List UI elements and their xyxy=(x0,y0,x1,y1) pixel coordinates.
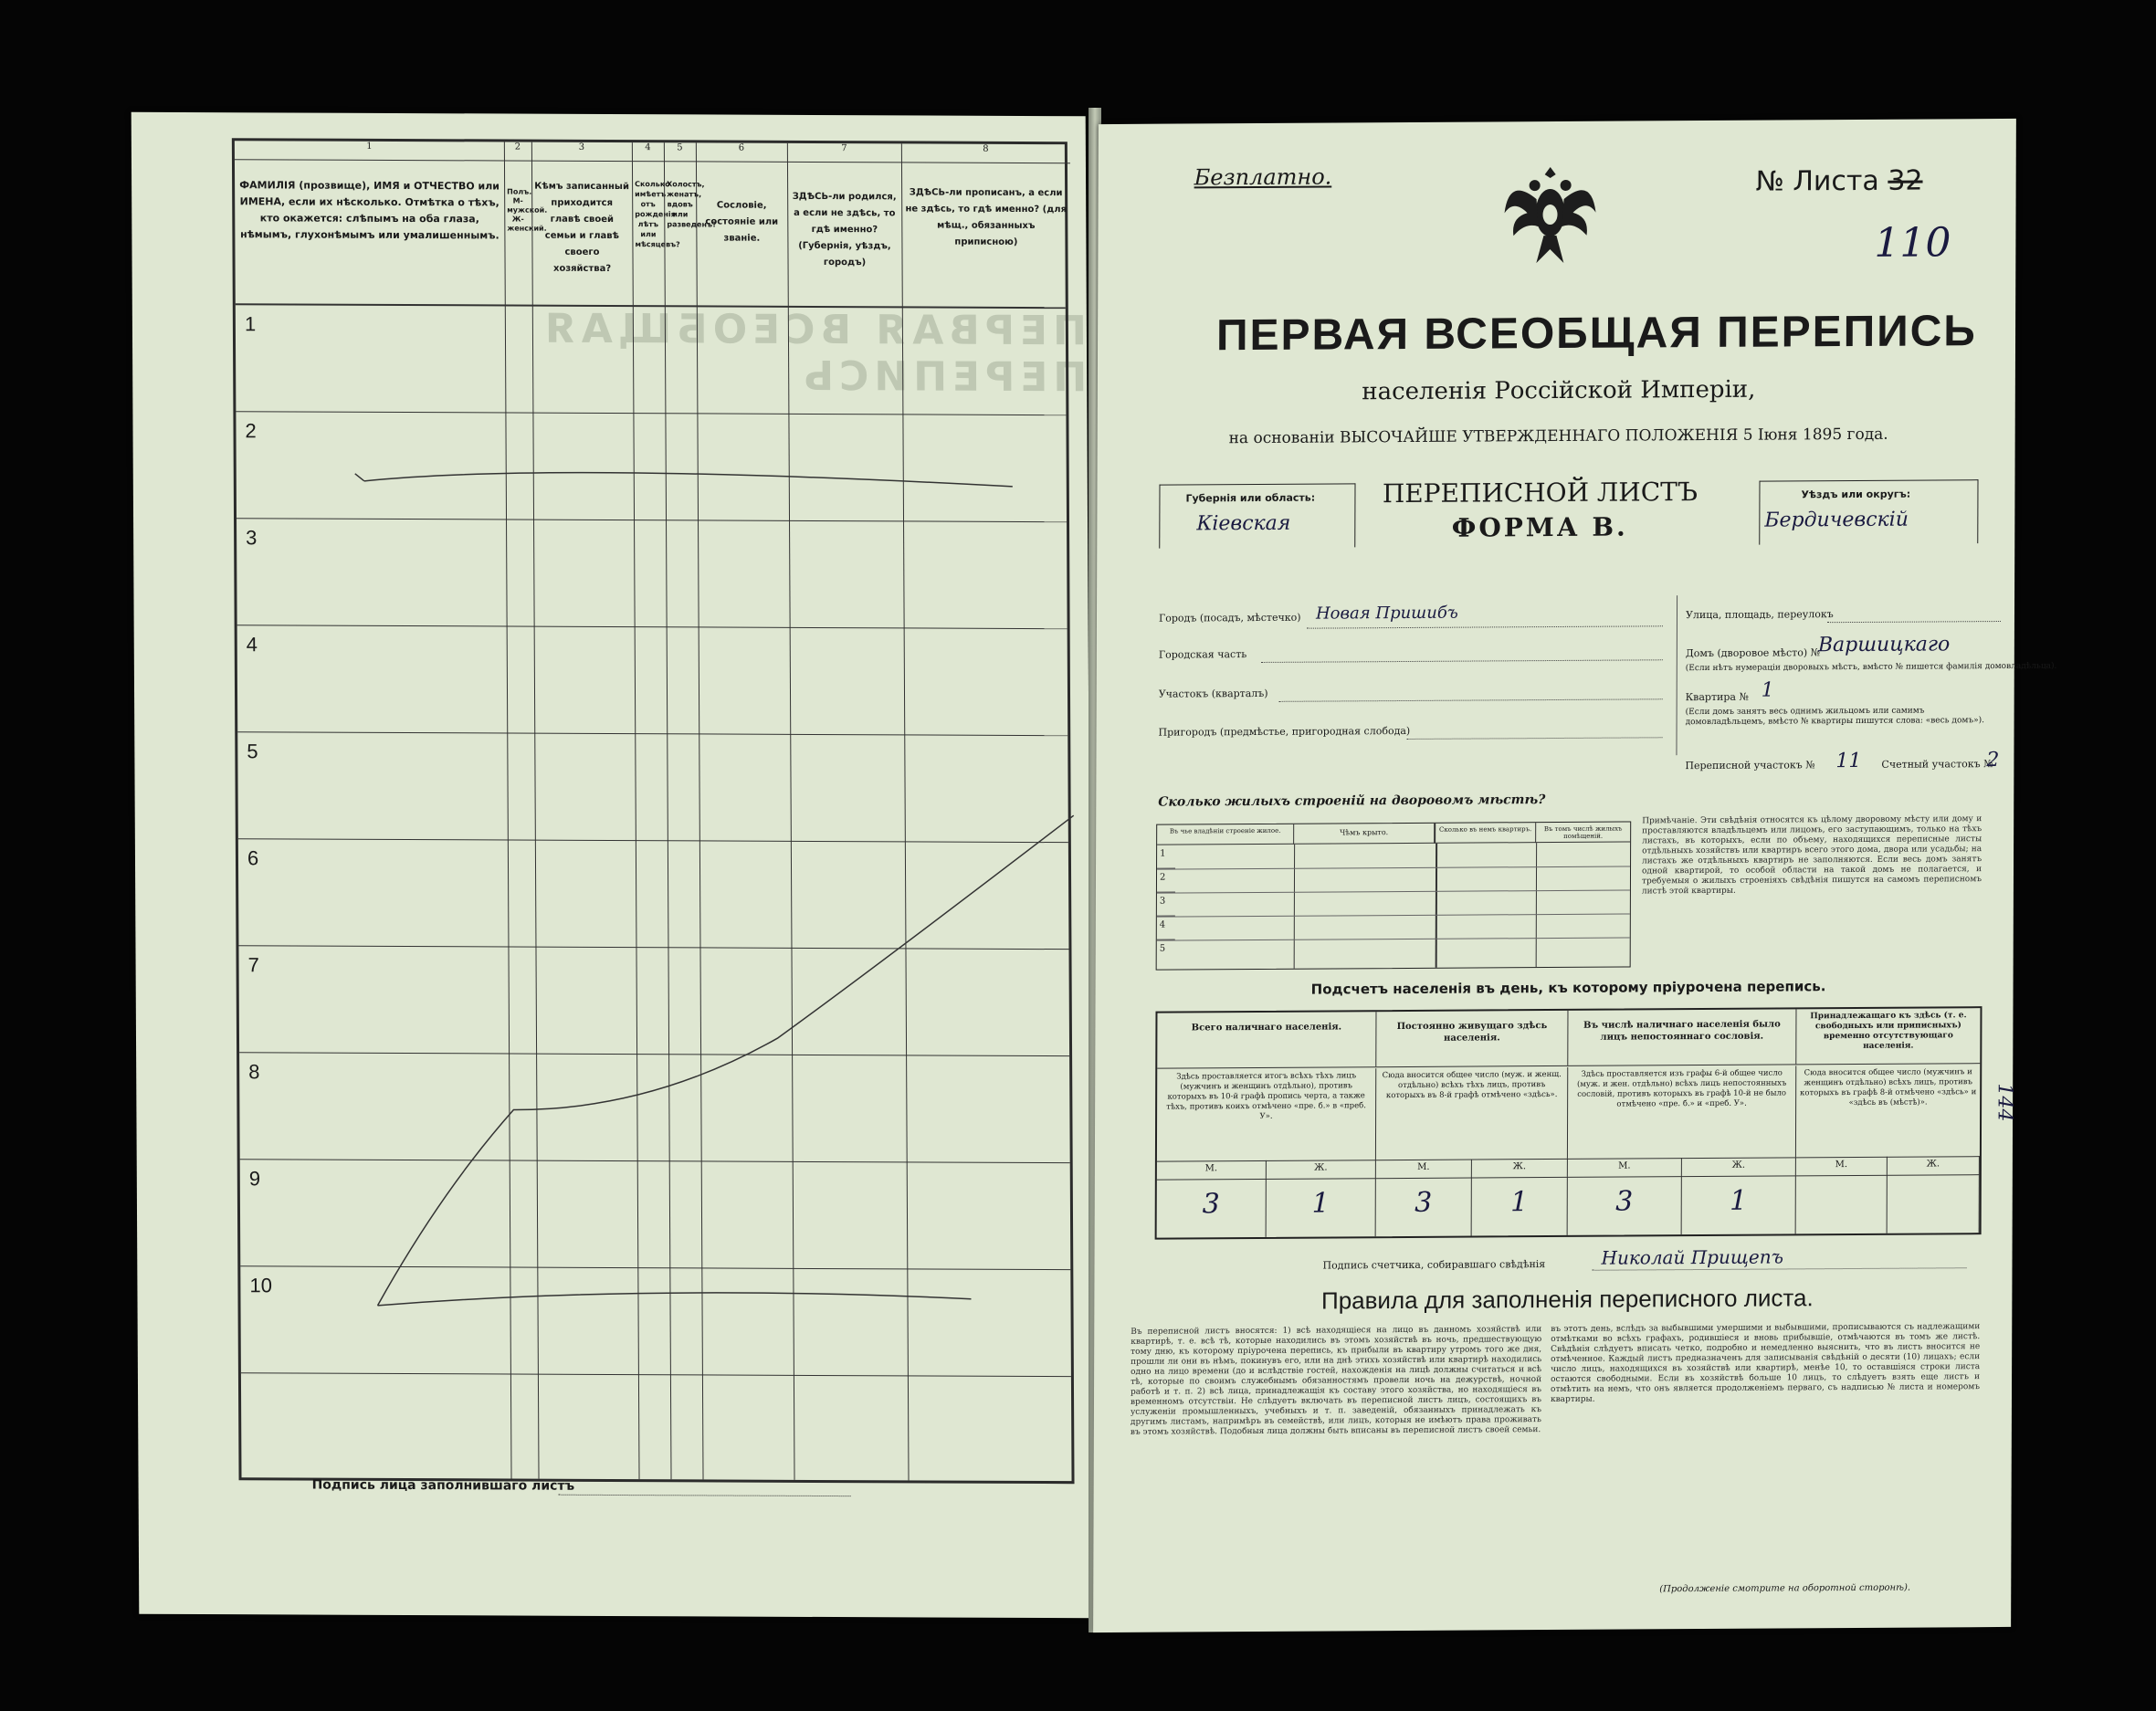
town-line xyxy=(1307,625,1663,628)
tally-note: Здѣсь проставляется изъ графы 6-й общее число (муж. и жен. отдѣльно) всѣхъ лицъ непостоянныхъ сословій, противъ которыхъ въ графѣ 10-й не было отмѣчено «пре. б.» и «преб. У». xyxy=(1568,1065,1796,1159)
tally-sex-label: Ж. xyxy=(1267,1160,1376,1179)
column-header-name: ФАМИЛІЯ (прозвище), ИМЯ и ОТЧЕСТВО или ИМЕНА, если их нѣсколько. Отмѣтка о тѣхъ, кто окажется: слѣпымъ на оба глаза, нѣмымъ, глухонѣмымъ или умалишеннымъ. xyxy=(239,179,500,242)
tally-header: Постоянно живущаго здѣсь населенія. xyxy=(1376,1011,1568,1066)
column-header-relation: Кѣмъ записанный приходится главѣ своей семьи и главѣ своего хозяйства? xyxy=(534,181,629,275)
column-number: 1 xyxy=(235,141,504,161)
suburb-line xyxy=(1407,737,1663,740)
apartment-note: (Если домъ занятъ весь однимъ жильцомъ или самимъ домовладѣльцемъ, вмѣсто № квартиры пишутся слова: «весь домъ»). xyxy=(1685,706,1985,728)
buildings-row-number: 4 xyxy=(1157,917,1175,940)
buildings-header: Въ чье владѣніи строеніе жилое. xyxy=(1157,824,1294,845)
sheet-number-label xyxy=(1756,165,1923,198)
city-part-line xyxy=(1261,659,1663,663)
main-title: ПЕРВАЯ ВСЕОБЩАЯ ПЕРЕПИСЬ xyxy=(1215,307,1977,361)
column-header-estate: Сословіе, состояніе или званіе. xyxy=(705,200,779,244)
column-header-sex: Полъ. М-мужской. Ж-женский. xyxy=(507,187,548,233)
buildings-header: Въ томъ числѣ жилыхъ помѣщеній. xyxy=(1536,822,1630,843)
census-register-table xyxy=(232,138,1075,1484)
row-number: 9 xyxy=(248,1167,261,1191)
row-number: 4 xyxy=(246,633,258,656)
town-label: Городъ (посадъ, мѣстечко) xyxy=(1158,611,1301,625)
apartment-label: Квартира № xyxy=(1685,690,1749,704)
counter-signature-label: Подпись счетчика, собиравшаго свѣдѣнія xyxy=(1322,1258,1546,1272)
buildings-row-number: 2 xyxy=(1157,869,1175,893)
handwritten-sheet-number: 110 xyxy=(1874,219,1951,267)
free-label: Безплатно. xyxy=(1194,163,1332,191)
buildings-table xyxy=(1156,821,1632,970)
tally-value: 3 xyxy=(1157,1179,1267,1238)
buildings-row-number: 5 xyxy=(1159,943,1166,954)
town-value: Новая Пришибъ xyxy=(1315,603,1458,624)
count-precinct-label: Счетный участокъ № xyxy=(1881,758,1993,771)
column-number: 7 xyxy=(787,143,901,163)
tally-value: 1 xyxy=(1472,1177,1568,1236)
street-label: Улица, площадь, переулокъ xyxy=(1685,608,1834,622)
faint-bleedthrough-title: ПЕРВАЯ ВСЕОБЩАЯ ПЕРЕПИСЬ xyxy=(539,305,1088,402)
buildings-header: Сколько въ немъ квартиръ. xyxy=(1436,823,1536,844)
column-header-birthplace: ЗДѢСЬ-ли родился, а если не здѣсь, то гдѣ именно? (Губернія, уѣздъ, городъ) xyxy=(792,191,897,268)
house-note: (Если нѣтъ нумераціи дворовыхъ мѣстъ, вмѣсто № пишется фамилія домовладѣльца). xyxy=(1685,661,2057,674)
tally-sex-label: Ж. xyxy=(1682,1157,1796,1176)
province-value: Кіевская xyxy=(1196,511,1291,536)
form-name-line1: ПЕРЕПИСНОЙ ЛИСТЪ xyxy=(1382,477,1699,509)
row-number: 10 xyxy=(249,1274,272,1297)
tally-sex-label: М. xyxy=(1568,1158,1682,1177)
house-value: Варшицкаго xyxy=(1817,633,1951,657)
street-line xyxy=(1827,621,2001,623)
precinct-label: Участокъ (кварталъ) xyxy=(1158,687,1268,700)
tally-value: 3 xyxy=(1376,1178,1472,1237)
tally-value: 3 xyxy=(1568,1176,1682,1235)
tally-note: Здѣсь проставляется итогъ всѣхъ тѣхъ лицъ (мужчинъ и женщинъ отдѣльно), противъ которыхъ въ 10-й графѣ пропись черта, а также тѣхъ, противъ коихъ отмѣчено «пре. б.» в «преб. У». xyxy=(1157,1068,1376,1160)
buildings-row-number: 3 xyxy=(1157,893,1175,917)
row-number: 2 xyxy=(245,419,257,443)
tally-note: Сюда вносится общее число (муж. и женщ. отдѣльно) всѣхъ тѣхъ лицъ, противъ которыхъ въ 8-й графѣ отмѣчено «здѣсь». xyxy=(1376,1067,1568,1160)
counter-signature-value: Николай Прищепъ xyxy=(1601,1245,1783,1269)
address-divider xyxy=(1676,595,1677,755)
column-number: 3 xyxy=(531,142,632,162)
census-precinct-label: Переписной участокъ № xyxy=(1685,759,1815,772)
column-number: 5 xyxy=(664,142,696,162)
legal-basis: на основаніи ВЫСОЧАЙШЕ УТВЕРЖДЕННАГО ПОЛОЖЕНІЯ 5 Іюня 1895 года. xyxy=(1228,425,1888,448)
column-number: 8 xyxy=(901,143,1070,163)
row-number: 3 xyxy=(246,526,258,550)
imperial-eagle-emblem xyxy=(1499,158,1600,273)
rules-title: Правила для заполненія переписного листа. xyxy=(1320,1284,1814,1315)
rules-text-left: Въ переписной листъ вносятся: 1) всѣ находящіеся на лицо въ данномъ хозяйствѣ или квартирѣ, т. е. всѣ тѣ, которые находились въ этомъ хозяйствѣ въ ночь, предшествующую тому дню, къ которому пріурочена перепись, къ прибыли въ квартиру утромъ того же дня, прошли ли они въ нѣмъ, покинувъ его, или на днѣ этихъ хозяйствѣ или квартирѣ находились одно на лицо времени (до и вслѣдствіе гостей, нахожденія на лицѣ должны считаться и всѣ тѣ, которые по своимъ служебнымъ обязанностямъ провели ночь на дежурствѣ, ночной работѣ и т. п. 2) всѣ лица, принадлежащія къ составу этого хозяйства, но находящіеся въ временномъ отсутствіи. Не слѣдуетъ включать въ переписной листъ лицъ, состоящихъ въ услуженіи промышленныхъ, учебныхъ и т. п. заведеній, обязанныхъ принадлежать къ другимъ листамъ, напримѣръ въ семействѣ, или лицъ, которыя не имѣютъ права проживать въ этомъ хозяйствѣ. Подобныя лица должны быть вписаны въ переписной листъ своей семьи. xyxy=(1130,1325,1542,1437)
continued-note: (Продолженіе смотрите на оборотной сторонѣ). xyxy=(1659,1582,1911,1595)
tally-sex-label: М. xyxy=(1796,1157,1888,1176)
tally-note: Сюда вносится общее число (мужчинъ и женщинъ отдѣльно) всѣхъ лицъ, противъ которыхъ въ графѣ 8-й отмѣчено «здѣсь» и «здѣсь въ (мѣстѣ)». xyxy=(1800,1067,1977,1108)
handwritten-cancel-strokes xyxy=(235,141,1078,1486)
tally-value xyxy=(1888,1174,1980,1233)
tally-sex-label: М. xyxy=(1376,1160,1472,1179)
column-number: 4 xyxy=(632,142,664,162)
sheet-label: № Листа xyxy=(1755,164,1879,198)
tally-sex-label: Ж. xyxy=(1472,1159,1568,1178)
district-box xyxy=(1759,479,1978,544)
tally-title: Подсчетъ населенія въ день, къ которому пріурочена перепись. xyxy=(1310,978,1826,998)
row-number: 5 xyxy=(247,740,258,763)
tally-sex-label: М. xyxy=(1157,1160,1267,1180)
count-precinct-value: 2 xyxy=(1986,749,2000,772)
tally-table xyxy=(1155,1006,1982,1240)
tally-value: 1 xyxy=(1682,1175,1796,1234)
row-number: 6 xyxy=(247,846,259,870)
precinct-line xyxy=(1279,698,1663,702)
column-header-registration: ЗДѢСЬ-ли прописанъ, а если не здѣсь, то гдѣ именно? (для мѣщ., обязанныхъ приписною) xyxy=(905,187,1067,247)
column-number: 6 xyxy=(696,142,787,162)
tally-header: Принадлежащаго къ здѣсь (т. е. свободныхъ или приписныхъ) временно отсутствующаго населенія. xyxy=(1810,1011,1967,1051)
buildings-question: Сколько жилыхъ строеній на дворовомъ мѣстѣ? xyxy=(1158,793,1546,810)
subtitle: населенія Россійской Имперіи, xyxy=(1362,375,1756,406)
district-value: Бердичевскій xyxy=(1764,508,1909,532)
sheet-number-struck: 32 xyxy=(1888,164,1923,197)
buildings-note: Примѣчаніе. Эти свѣдѣнія относятся къ цѣлому дворовому мѣсту или дому и проставляются владѣльцемъ или лицомъ, его заступающимъ, только на тѣхъ листахъ, въ которыхъ, если по объему, находящихся переписные листы отдѣльныхъ хозяйствъ или квартиръ всего этого дома, двора или усадьбы; на листахъ же отдѣльныхъ квартиръ не заполняются. Если весь домъ занятъ одной квартирой, то особой области на такой домъ не полагается, и требуемыя о жилыхъ строеніяхъ свѣдѣнія пишутся на самомъ переписномъ листѣ этой квартиры. xyxy=(1641,814,1982,897)
tally-value: 1 xyxy=(1267,1178,1376,1237)
form-name-line2: ФОРМА В. xyxy=(1451,511,1628,543)
tally-value xyxy=(1796,1175,1888,1234)
rules-text-right: въ этотъ день, вслѣдъ за выбывшими умершими и выбывшими, прописываются съ надлежащими отмѣтками во всѣхъ графахъ, родившіеся и вновь прибывшіе, отмѣчаются въ томъ же листѣ. Свѣдѣнія слѣдуетъ вписать четко, подробно и немедленно выяснить, что въ листъ вносится не отмѣченное. Каждый листъ предназначенъ для записыванія свѣдѣній о десяти (10) лицахъ; если число лицъ, находящихся въ хозяйствѣ или квартирѣ, менѣе 10, то оставшіяся строки листа остаются свободными. Если въ хозяйствѣ больше 10 лицъ, то слѣдуетъ взять еще листъ и отмѣтить на немъ, что онъ является продолженіемъ перваго, съ надписью № листа и номеромъ квартиры. xyxy=(1550,1322,1981,1405)
province-label: Губернія или область: xyxy=(1185,491,1316,505)
row-number: 1 xyxy=(244,312,257,336)
tally-header: Въ числѣ наличнаго населенія было лицъ непостояннаго сословія. xyxy=(1568,1009,1796,1065)
census-precinct-value: 11 xyxy=(1835,749,1862,773)
city-part-label: Городская часть xyxy=(1158,648,1247,661)
margin-number: 144 xyxy=(1993,1083,2016,1122)
row-number: 7 xyxy=(247,953,259,977)
row-number: 8 xyxy=(248,1060,260,1084)
tally-header: Всего наличнаго населенія. xyxy=(1157,1012,1376,1067)
left-page xyxy=(131,112,1094,1619)
column-header-marital: Холостъ, женатъ, вдовъ или разведенъ? xyxy=(667,180,717,229)
suburb-label: Пригородъ (предмѣстье, пригородная слобода) xyxy=(1158,724,1411,739)
column-number: 2 xyxy=(504,142,531,162)
district-label: Уѣздъ или округъ: xyxy=(1801,488,1911,501)
province-box xyxy=(1159,483,1355,548)
house-label: Домъ (дворовое мѣсто) № xyxy=(1685,646,1821,660)
apartment-value: 1 xyxy=(1761,678,1774,702)
signature-line xyxy=(559,1495,851,1496)
buildings-row-number: 1 xyxy=(1157,845,1175,869)
signature-label: Подпись лица заполнившаго листъ xyxy=(311,1477,575,1494)
column-header-age: Сколько имѣетъ отъ рожденія лѣтъ или мѣсяцевъ? xyxy=(635,180,680,249)
right-page xyxy=(1093,119,2057,1632)
tally-sex-label: Ж. xyxy=(1888,1156,1980,1175)
buildings-header: Чѣмъ крыто. xyxy=(1294,824,1436,845)
